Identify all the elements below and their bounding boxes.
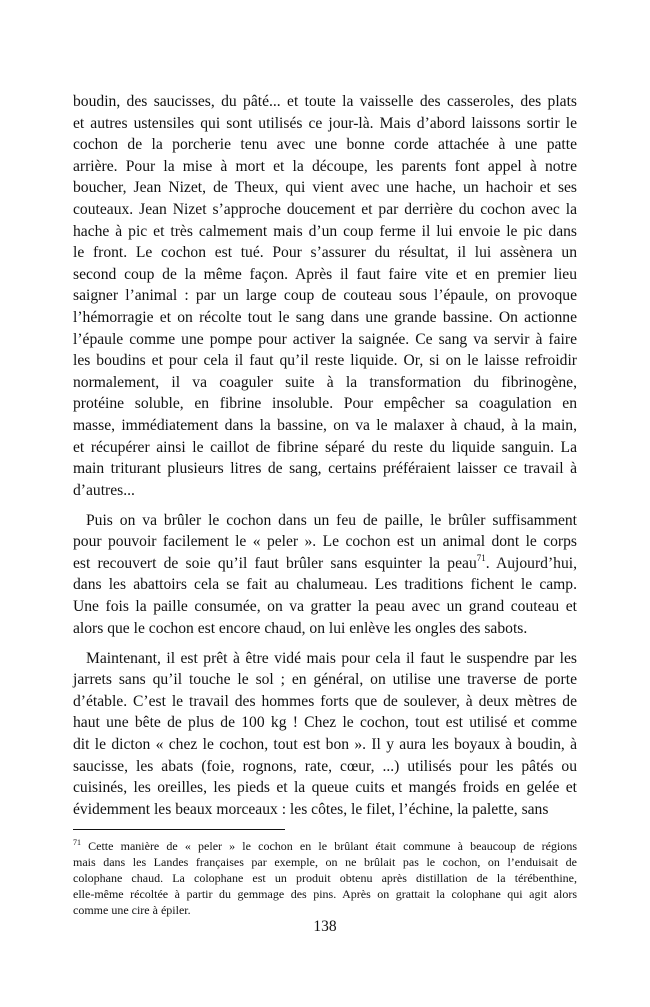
body-text [73, 91, 577, 829]
text-line: et autres ustensiles qui sont utilisés ce jour-là. Mais d’abord laissons sortir le [73, 114, 577, 132]
text-line: saucisse, les abats (foie, rognons, rate, cœur, ...) utilisés pour les pâtés ou [73, 757, 577, 775]
page-number: 138 [313, 918, 337, 935]
text-line: hache à pic et très calmement mais d’un coup ferme il lui envoie le pic dans [73, 222, 577, 240]
text-line: saigner l’animal : par un large coup de couteau sous l’épaule, on provoque [73, 287, 577, 305]
text-line: jarrets sans qu’il touche le sol ; en général, on utilise une traverse de porte [73, 671, 577, 689]
text-line: alors que le cochon est encore chaud, on lui enlève les ongles des sabots. [73, 619, 528, 637]
text-line: pour pouvoir facilement le « peler ». Le cochon est un animal dont le corps [73, 533, 577, 551]
text-line: d’étable. C’est le travail des hommes forts que de soulever, à deux mètres de [73, 692, 577, 710]
text-line-part: est recouvert de soie qu’il faut brûler sans esquinter la peau [73, 554, 477, 572]
footnote-line: elle-même récoltée à partir du gemmage des pins. Après on grattait la colophane qui agit alors [73, 887, 577, 901]
paragraph-1 [73, 91, 577, 501]
paragraph-2 [73, 510, 577, 640]
text-line: haut une bête de plus de 100 kg ! Chez le cochon, tout est utilisé et comme [73, 714, 577, 732]
text-line: le front. Le cochon est tué. Pour s’assurer du résultat, il lui assènera un [73, 244, 577, 262]
text-line: Maintenant, il est prêt à être vidé mais pour cela il faut le suspendre par les [86, 649, 577, 667]
text-line: et récupérer ainsi le caillot de fibrine séparé du reste du liquide sanguin. La [73, 438, 577, 456]
footnote-line: mais dans les Landes françaises par exemple, on ne brûlait pas le cochon, on l’enduisait de [73, 855, 577, 869]
text-line: boucher, Jean Nizet, de Theux, qui vient avec une hache, un hachoir et ses [73, 179, 577, 197]
text-line: les boudins et pour cela il faut qu’il reste liquide. Or, si on le laisse refroidir [73, 352, 577, 370]
footnote-line [73, 838, 577, 854]
text-line: second coup de la même façon. Après il faut faire vite et en premier lieu [73, 265, 577, 283]
footnote [73, 838, 577, 918]
text-line: masse, immédiatement dans la bassine, on va le malaxer à chaud, à la main, [73, 416, 577, 434]
footnote-number: 71 [73, 838, 81, 847]
text-line: cochon de la porcherie tenu avec une bonne corde attachée à une patte [73, 136, 577, 154]
text-line: normalement, il va coaguler suite à la transformation du fibrinogène, [73, 373, 577, 391]
text-line: l’hémorragie et on récolte tout le sang dans une grande bassine. On actionne [73, 308, 577, 326]
text-line: d’autres... [73, 481, 135, 499]
text-line: boudin, des saucisses, du pâté... et toute la vaisselle des casseroles, des plats [73, 93, 577, 110]
text-line: main triturant plusieurs litres de sang, certains préféraient laisser ce travail à [73, 460, 577, 478]
footnote-separator [73, 829, 285, 830]
footnote-line: comme une cire à épiler. [73, 903, 191, 917]
text-line: Puis on va brûler le cochon dans un feu de paille, le brûler suffisamment [86, 511, 577, 529]
paragraph-3 [73, 648, 577, 821]
text-line: protéine soluble, en fibrine insoluble. Pour empêcher sa coagulation en [73, 395, 577, 413]
footnote-reference: 71 [476, 552, 486, 563]
text-line-part: . Aujourd’hui, [485, 554, 577, 572]
footnote-line: colophane chaud. La colophane est un produit obtenu après distillation de la térébenthine, [73, 871, 577, 885]
text-line: l’épaule comme une pompe pour activer la saignée. Ce sang va servir à faire [73, 330, 577, 348]
text-line [73, 553, 577, 575]
text-line: dans les abattoirs cela se fait au chalumeau. Les traditions fichent le camp. [73, 576, 577, 594]
text-line: évidemment les beaux morceaux : les côtes, le filet, l’échine, la palette, sans [73, 800, 549, 818]
text-line: arrière. Pour la mise à mort et la découpe, les parents font appel à notre [73, 157, 577, 175]
text-line: couteaux. Jean Nizet s’approche doucement et par derrière du cochon avec la [73, 200, 577, 218]
text-line: dit le dicton « chez le cochon, tout est bon ». Il y aura les boyaux à boudin, à [73, 736, 577, 753]
text-line: cuisinés, les oreilles, les pieds et la queue cuits et mangés froids en gelée et [73, 779, 577, 797]
text-line: Une fois la paille consumée, on va gratter la peau avec un grand couteau et [73, 598, 577, 616]
footnote-text: Cette manière de « peler » le cochon en le brûlant était commune à beaucoup de régions [81, 839, 577, 853]
